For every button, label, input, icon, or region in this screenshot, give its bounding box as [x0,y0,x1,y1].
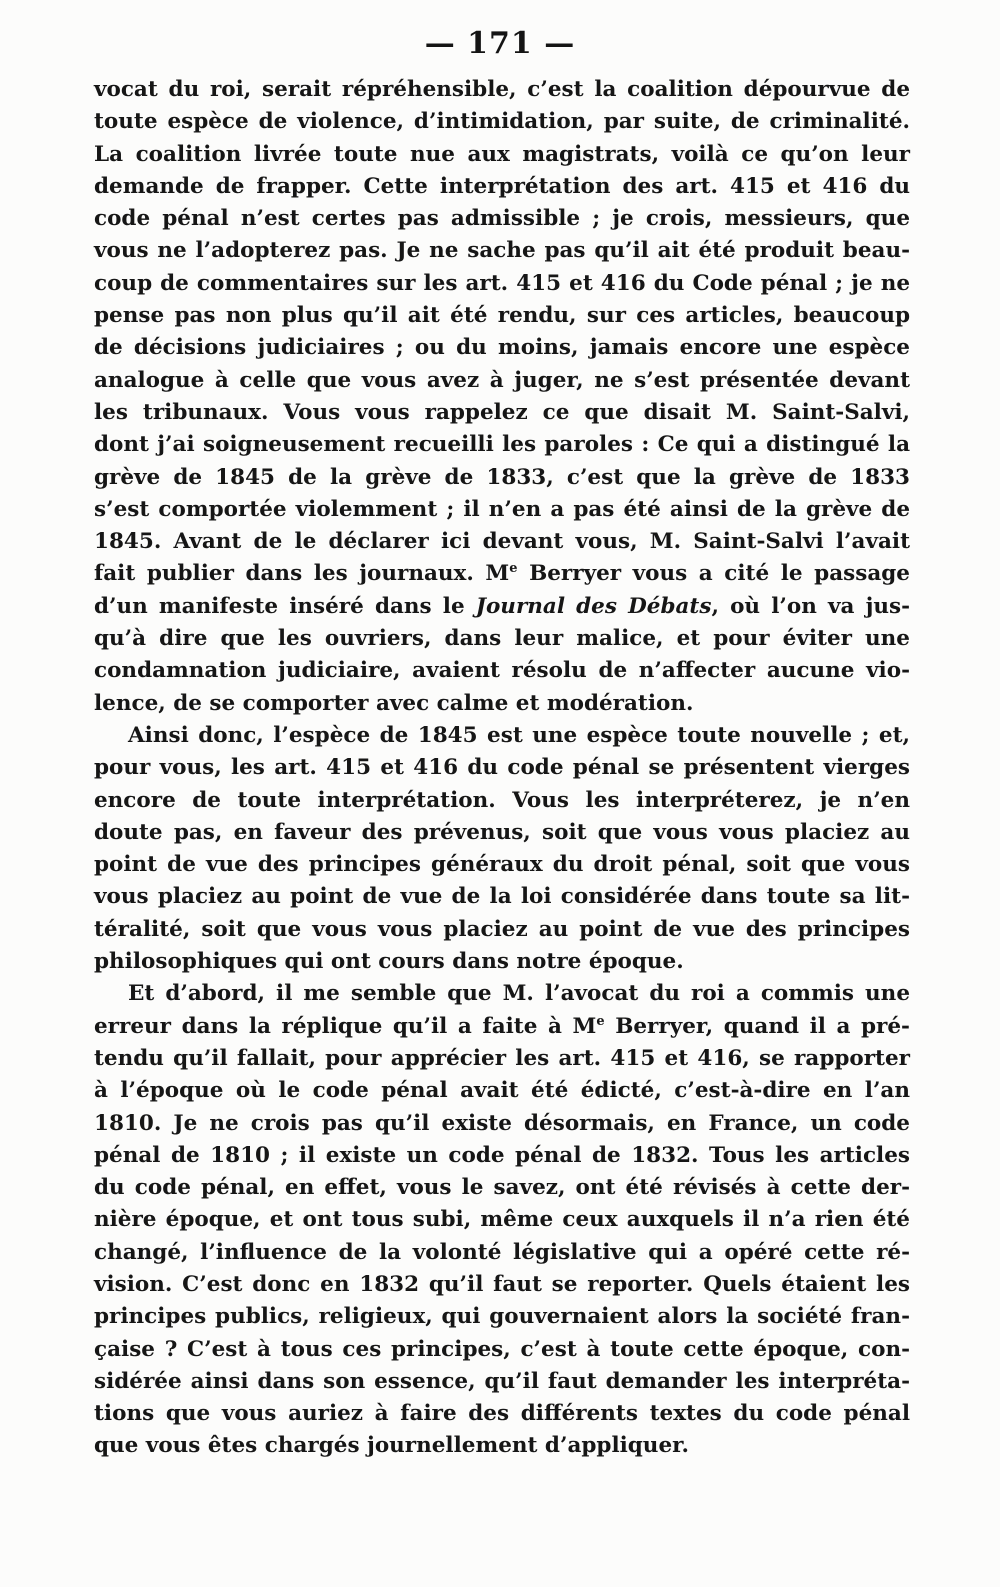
text-line: de décisions judiciaires ; ou du moins, jamais encore une espèce [94,335,910,361]
text-segment: , où l’on va jus- [711,593,911,619]
text-line: çaise ? C’est à tous ces principes, c’est à toute cette époque, con- [94,1336,910,1362]
text-line: demande de frapper. Cette interprétation des art. 415 et 416 du [94,173,910,199]
superscript: e [596,1013,605,1029]
text-line: vous placiez au point de vue de la loi considérée dans toute sa lit- [94,884,910,910]
text-segment: erreur dans la réplique qu’il a faite à M [94,1013,597,1039]
text-line: dont j’ai soigneusement recueilli les paroles : Ce qui a distingué la [94,432,910,458]
text-line [94,591,910,623]
text-segment: Berryer, quand il a pré- [604,1013,910,1039]
text-line: encore de toute interprétation. Vous les interpréterez, je n’en [94,787,910,813]
text-line: les tribunaux. Vous vous rappelez ce que disait M. Saint-Salvi, [94,399,910,425]
text-line: téralité, soit que vous vous placiez au point de vue des principes [94,916,910,942]
text-line: qu’à dire que les ouvriers, dans leur malice, et pour éviter une [94,626,910,652]
text-line: nière époque, et ont tous subi, même ceux auxquels il n’a rien été [94,1207,910,1233]
text-line: philosophiques qui ont cours dans notre époque. [94,949,684,975]
text-line: point de vue des principes généraux du droit pénal, soit que vous [94,852,910,878]
text-line: pénal de 1810 ; il existe un code pénal de 1832. Tous les articles [94,1142,910,1168]
text-line: analogue à celle que vous avez à juger, ne s’est présentée devant [94,367,910,393]
text-line: grève de 1845 de la grève de 1833, c’est que la grève de 1833 [94,464,910,490]
text-line: code pénal n’est certes pas admissible ; je crois, messieurs, que [94,206,910,232]
text-line: tions que vous auriez à faire des différents textes du code pénal [94,1401,910,1427]
text-line: pense pas non plus qu’il ait été rendu, sur ces articles, beaucoup [94,303,910,329]
text-line: coup de commentaires sur les art. 415 et 416 du Code pénal ; je ne [94,270,910,296]
text-line: principes publics, religieux, qui gouvernaient alors la société fran- [94,1304,910,1330]
text-line: vocat du roi, serait répréhensible, c’est la coalition dépourvue de [94,77,910,102]
text-line: tendu qu’il fallait, pour apprécier les art. 415 et 416, se rapporter [94,1045,910,1071]
text-line: 1845. Avant de le déclarer ici devant vous, M. Saint-Salvi l’avait [94,529,910,555]
text-line: que vous êtes chargés journellement d’appliquer. [94,1433,689,1459]
text-segment: Berryer vous a cité le passage [517,561,910,587]
text-line: du code pénal, en effet, vous le savez, ont été révisés à cette der- [94,1175,910,1201]
text-line: La coalition livrée toute nue aux magistrats, voilà ce qu’on leur [94,141,910,167]
text-line: doute pas, en faveur des prévenus, soit que vous vous placiez au [94,819,910,845]
text-segment: fait publier dans les journaux. M [94,561,510,587]
text-line: sidérée ainsi dans son essence, qu’il faut demander les interpréta- [94,1368,910,1394]
page-number: — 171 — [424,26,576,61]
text-line: condamnation judiciaire, avaient résolu de n’affecter aucune vio- [94,658,910,684]
text-line: pour vous, les art. 415 et 416 du code pénal se présentent vierges [94,755,910,781]
text-line [94,1011,910,1043]
body-text [94,74,910,1463]
text-line: vous ne l’adopterez pas. Je ne sache pas qu’il ait été produit beau- [94,238,910,264]
italic-title: Journal des Débats [475,593,712,619]
text-line: à l’époque où le code pénal avait été édicté, c’est-à-dire en l’an [94,1078,910,1104]
superscript: e [509,561,518,577]
text-segment: d’un manifeste inséré dans le [94,593,476,619]
text-line: vision. C’est donc en 1832 qu’il faut se reporter. Quels étaient les [94,1271,910,1297]
text-line: Et d’abord, il me semble que M. l’avocat du roi a commis une [128,981,910,1007]
text-line [94,558,910,590]
text-line: lence, de se comporter avec calme et modération. [94,690,694,716]
text-line: changé, l’influence de la volonté législative qui a opéré cette ré- [94,1239,910,1265]
text-line: Ainsi donc, l’espèce de 1845 est une espèce toute nouvelle ; et, [128,722,910,748]
text-line: 1810. Je ne crois pas qu’il existe désormais, en France, un code [94,1110,910,1136]
text-line: toute espèce de violence, d’intimidation, par suite, de criminalité. [94,109,910,135]
text-line: s’est comportée violemment ; il n’en a pas été ainsi de la grève de [94,496,910,522]
